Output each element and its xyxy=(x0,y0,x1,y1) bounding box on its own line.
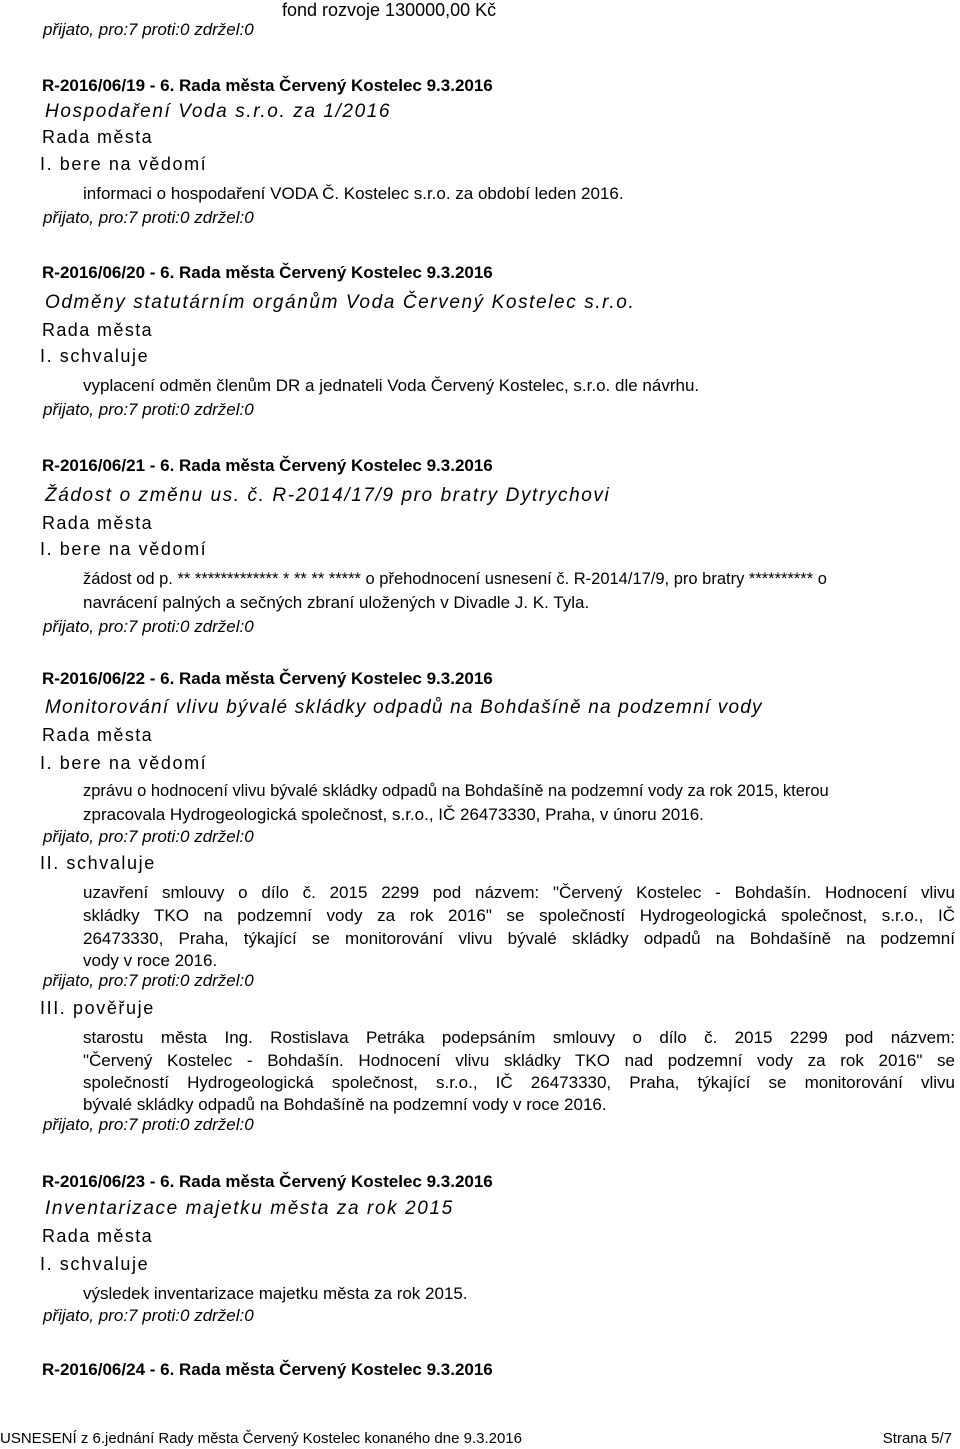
resolution-header: R-2016/06/20 - 6. Rada města Červený Kostelec 9.3.2016 xyxy=(42,263,493,282)
resolution-title: Monitorování vlivu bývalé skládky odpadů na Bohdašíně na podzemní vody xyxy=(45,697,763,718)
resolution-title: Odměny statutárním orgánům Voda Červený Kostelec s.r.o. xyxy=(45,292,636,313)
resolution-text: zpracovala Hydrogeologická společnost, s.r.o., IČ 26473330, Praha, v únoru 2016. xyxy=(83,805,704,824)
resolution-verb: III. pověřuje xyxy=(40,998,155,1018)
resolution-title: Hospodaření Voda s.r.o. za 1/2016 xyxy=(45,101,392,122)
council-label: Rada města xyxy=(42,127,154,147)
resolution-text: navrácení palných a sečných zbraní uložených v Divadle J. K. Tyla. xyxy=(83,593,590,612)
council-label: Rada města xyxy=(42,725,154,745)
resolution-verb: I. bere na vědomí xyxy=(40,753,208,773)
resolution-text: společností Hydrogeologická společnost, s.r.o., IČ 26473330, Praha, týkající se monitorování vlivu xyxy=(83,1073,955,1092)
vote-result: přijato, pro:7 proti:0 zdržel:0 xyxy=(43,617,254,636)
resolution-text: vyplacení odměn členům DR a jednateli Voda Červený Kostelec, s.r.o. dle návrhu. xyxy=(83,376,700,395)
vote-result: přijato, pro:7 proti:0 zdržel:0 xyxy=(43,208,254,227)
resolution-verb: I. bere na vědomí xyxy=(40,539,208,559)
resolution-title: Inventarizace majetku města za rok 2015 xyxy=(45,1198,454,1219)
resolution-header: R-2016/06/19 - 6. Rada města Červený Kostelec 9.3.2016 xyxy=(42,76,493,95)
vote-result: přijato, pro:7 proti:0 zdržel:0 xyxy=(43,1306,254,1325)
resolution-text: bývalé skládky odpadů na Bohdašíně na podzemní vody v roce 2016. xyxy=(83,1095,607,1114)
resolution-title: Žádost o změnu us. č. R-2014/17/9 pro bratry Dytrychovi xyxy=(45,485,611,506)
resolution-text: vody v roce 2016. xyxy=(83,951,218,970)
page-number: Strana 5/7 xyxy=(882,1430,952,1447)
footer-text: USNESENÍ z 6.jednání Rady města Červený Kostelec konaného dne 9.3.2016 xyxy=(0,1430,522,1447)
resolution-verb: I. schvaluje xyxy=(40,1254,150,1274)
resolution-verb: I. schvaluje xyxy=(40,346,150,366)
resolution-text: výsledek inventarizace majetku města za rok 2015. xyxy=(83,1284,468,1303)
vote-result: přijato, pro:7 proti:0 zdržel:0 xyxy=(43,827,254,846)
council-label: Rada města xyxy=(42,1226,154,1246)
resolution-text: žádost od p. ** ************* * ** ** ***** o přehodnocení usnesení č. R-2014/17/9, pro bratry ********** o xyxy=(83,570,827,588)
resolution-text: zprávu o hodnocení vlivu bývalé skládky odpadů na Bohdašíně na podzemní vody za rok 2015, kterou xyxy=(83,782,829,800)
resolution-text: 26473330, Praha, týkající se monitorování vlivu bývalé skládky odpadů na Bohdašíně na podzemní xyxy=(83,929,955,948)
resolution-text: starostu města Ing. Rostislava Petráka podepsáním smlouvy o dílo č. 2015 2299 pod názvem: xyxy=(83,1028,955,1047)
resolution-verb: II. schvaluje xyxy=(40,853,156,873)
resolution-verb: I. bere na vědomí xyxy=(40,154,208,174)
resolution-text: uzavření smlouvy o dílo č. 2015 2299 pod názvem: "Červený Kostelec - Bohdašín. Hodnocení vlivu xyxy=(83,883,955,902)
vote-result: přijato, pro:7 proti:0 zdržel:0 xyxy=(43,971,254,990)
resolution-header: R-2016/06/22 - 6. Rada města Červený Kostelec 9.3.2016 xyxy=(42,669,493,688)
fund-text: fond rozvoje 130000,00 Kč xyxy=(282,0,497,20)
resolution-text: "Červený Kostelec - Bohdašín. Hodnocení vlivu skládky TKO nad podzemní vody za rok 2016" se xyxy=(83,1051,955,1070)
vote-result: přijato, pro:7 proti:0 zdržel:0 xyxy=(43,20,254,39)
resolution-header: R-2016/06/24 - 6. Rada města Červený Kostelec 9.3.2016 xyxy=(42,1360,493,1379)
resolution-text: skládky TKO na podzemní vody za rok 2016" se společností Hydrogeologická společnost, s.r.o., IČ xyxy=(83,906,955,925)
council-label: Rada města xyxy=(42,513,154,533)
vote-result: přijato, pro:7 proti:0 zdržel:0 xyxy=(43,400,254,419)
resolution-header: R-2016/06/21 - 6. Rada města Červený Kostelec 9.3.2016 xyxy=(42,456,493,475)
resolution-header: R-2016/06/23 - 6. Rada města Červený Kostelec 9.3.2016 xyxy=(42,1172,493,1191)
council-label: Rada města xyxy=(42,320,154,340)
vote-result: přijato, pro:7 proti:0 zdržel:0 xyxy=(43,1115,254,1134)
resolution-text: informaci o hospodaření VODA Č. Kostelec s.r.o. za období leden 2016. xyxy=(83,184,624,203)
